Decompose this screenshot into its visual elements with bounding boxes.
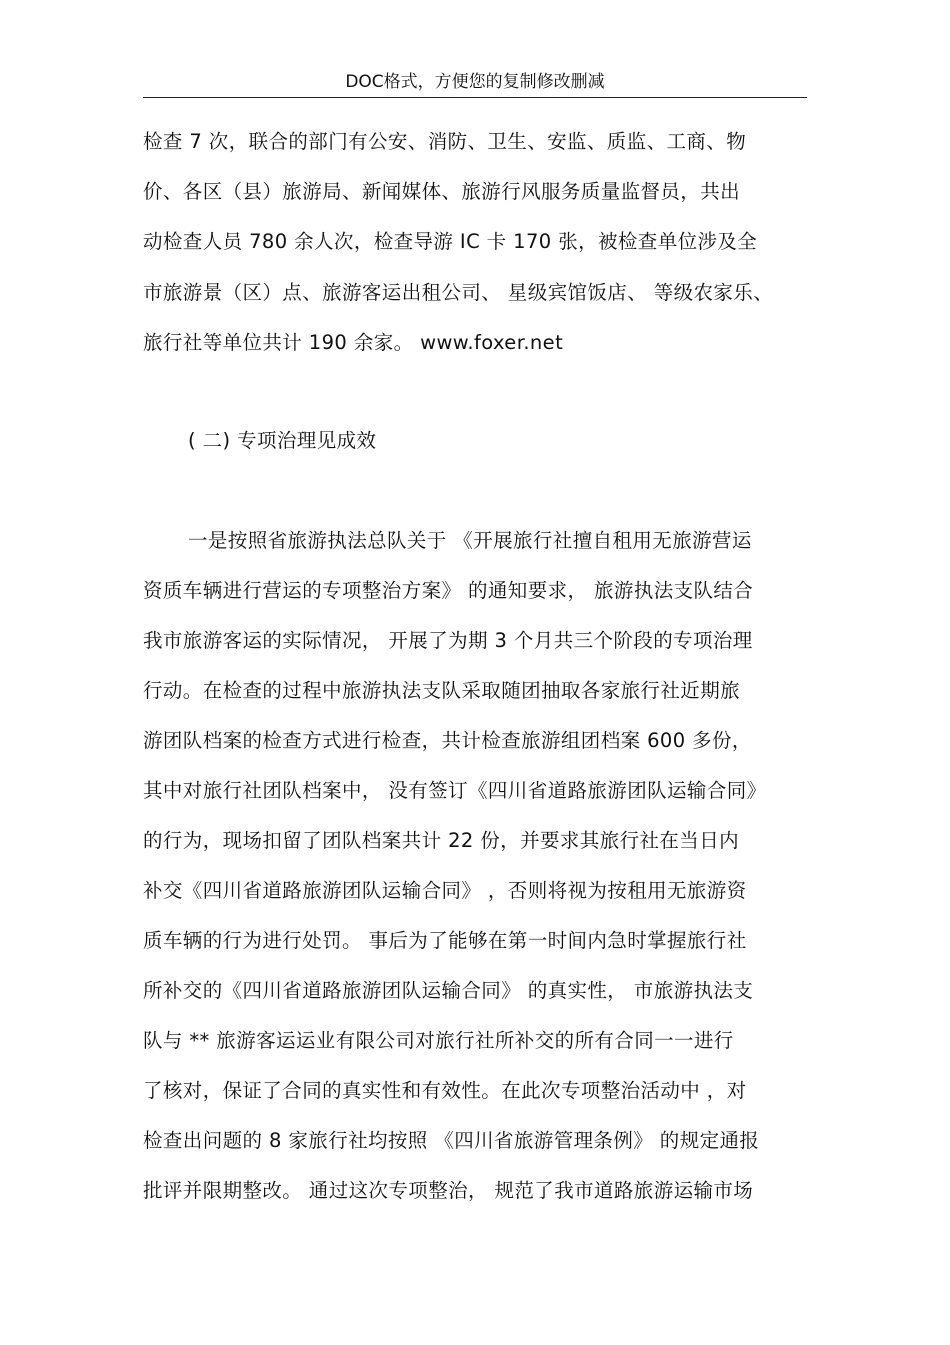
body-line: 检查 7 次，联合的部门有公安、消防、卫生、安监、质监、工商、物 xyxy=(143,130,747,153)
body-line: 资质车辆进行营运的专项整治方案》 的通知要求， 旅游执法支队结合 xyxy=(143,579,754,602)
section-heading: ( 二) 专项治理见成效 xyxy=(188,429,377,452)
body-line: 价、各区（县）旅游局、新闻媒体、旅游行风服务质量监督员，共出 xyxy=(143,180,741,203)
body-line: 旅行社等单位共计 190 余家。 www.foxer.net xyxy=(143,331,564,354)
body-line: 补交《四川省道路旅游团队运输合同》 ，否则将视为按租用无旅游资 xyxy=(143,879,747,902)
page-header: DOC格式，方便您的复制修改删减 xyxy=(345,72,605,92)
body-line: 了核对，保证了合同的真实性和有效性。在此次专项整治活动中 ，对 xyxy=(143,1079,747,1102)
body-line: 所补交的《四川省道路旅游团队运输合同》 的真实性， 市旅游执法支 xyxy=(143,979,754,1002)
body-line: 行动。在检查的过程中旅游执法支队采取随团抽取各家旅行社近期旅 xyxy=(143,679,741,702)
body-line: 其中对旅行社团队档案中， 没有签订《四川省道路旅游团队运输合同》 xyxy=(143,779,767,802)
body-line: 游团队档案的检查方式进行检查，共计检查旅游组团档案 600 多份， xyxy=(143,729,752,752)
paragraph-first-line: 一是按照省旅游执法总队关于 《开展旅行社擅自租用无旅游营运 xyxy=(188,529,752,552)
body-line: 质车辆的行为进行处罚。 事后为了能够在第一时间内急时掌握旅行社 xyxy=(143,929,747,952)
body-line: 批评并限期整改。 通过这次专项整治， 规范了我市道路旅游运输市场 xyxy=(143,1179,754,1202)
body-line: 队与 ** 旅游客运运业有限公司对旅行社所补交的所有合同一一进行 xyxy=(143,1029,734,1052)
body-line: 市旅游景（区）点、旅游客运出租公司、 星级宾馆饭店、 等级农家乐、 xyxy=(143,281,774,304)
body-line: 我市旅游客运的实际情况， 开展了为期 3 个月共三个阶段的专项治理 xyxy=(143,629,753,652)
body-line: 检查出问题的 8 家旅行社均按照 《四川省旅游管理条例》 的规定通报 xyxy=(143,1129,760,1152)
body-line: 的行为，现场扣留了团队档案共计 22 份，并要求其旅行社在当日内 xyxy=(143,829,740,852)
body-line: 动检查人员 780 余人次，检查导游 IC 卡 170 张，被检查单位涉及全 xyxy=(143,230,758,253)
header-divider xyxy=(143,97,807,98)
